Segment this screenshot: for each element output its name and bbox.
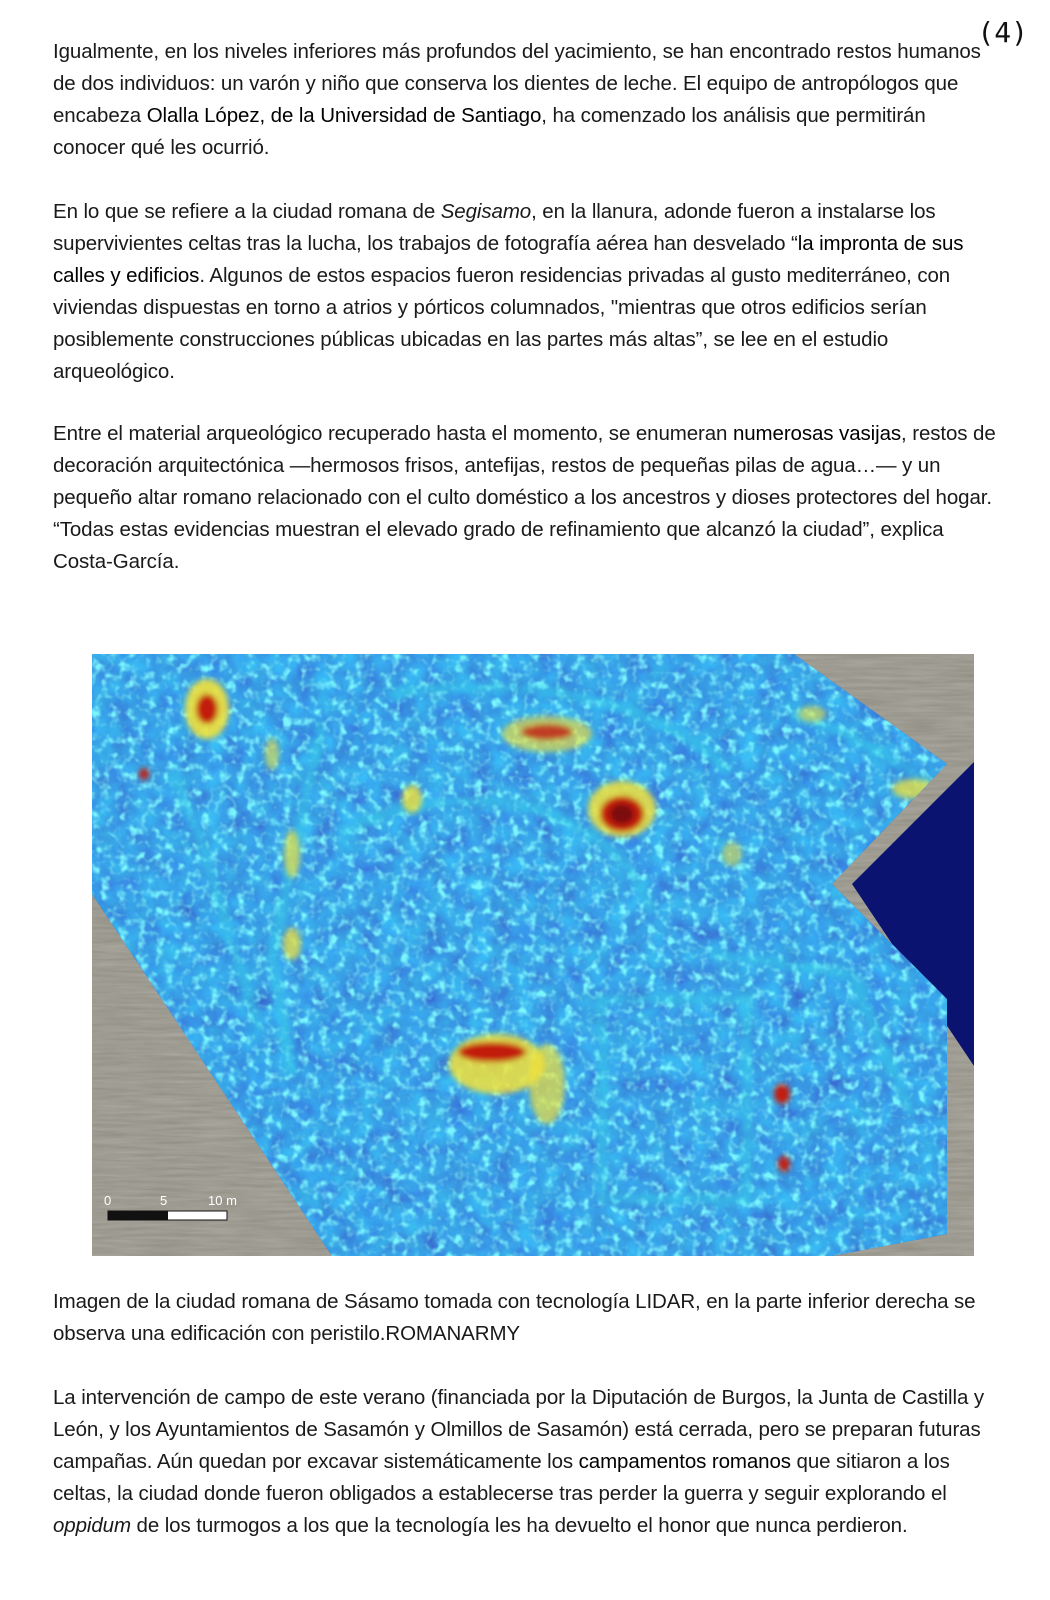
scale-label-0: 0 xyxy=(104,1193,112,1208)
paragraph-text: Entre el material arqueológico recuperado hasta el momento, se enumeran xyxy=(53,422,733,445)
link-numerosas-vasijas[interactable]: numerosas vasijas xyxy=(732,422,902,445)
scale-label-5: 5 xyxy=(160,1193,168,1208)
paragraph-text: , ha comenzado los análisis que permitirán conocer qué les ocurrió. xyxy=(53,104,926,159)
paragraph-text: que sitiaron a los celtas, la ciudad donde fueron obligados a establecerse tras perder la guerra y seguir explorando el xyxy=(53,1450,950,1505)
paragraph-material xyxy=(53,418,1003,578)
caption-credit: ROMANARMY xyxy=(385,1322,521,1345)
link-impronta-calles[interactable]: la impronta de sus calles y edificios xyxy=(53,232,964,287)
paragraph-text: , restos de decoración arquitectónica —hermosos frisos, antefijas, restos de pequeñas pilas de agua…— y un pequeño altar romano relacionado con el culto doméstico a los ancestros y dioses protectores del hogar. “Todas estas evidencias muestran el elevado grado de refinamiento que alcanzó la ciudad”, explica Costa-García. xyxy=(53,422,996,573)
paragraph-text: . Algunos de estos espacios fueron residencias privadas al gusto mediterráneo, con viviendas dispuestas en torno a atrios y pórticos columnados, "mientras que otros edificios serían posiblemente construcciones públicas ubicadas en las partes más altas”, se lee en el estudio arqueológico. xyxy=(53,264,951,383)
link-campamentos-romanos[interactable]: campamentos romanos xyxy=(578,1450,791,1473)
italic-oppidum: oppidum xyxy=(53,1514,131,1537)
italic-segisamo: Segisamo xyxy=(440,200,532,223)
paragraph-human-remains xyxy=(53,36,1003,164)
page-number: (4) xyxy=(977,16,1028,49)
scale-label-10m: 10 m xyxy=(208,1193,237,1208)
link-olalla-lopez[interactable]: Olalla López, de la Universidad de Santiago xyxy=(146,104,542,127)
figure-caption xyxy=(53,1286,1003,1350)
paragraph-text: La intervención de campo de este verano (financiada por la Diputación de Burgos, la Junta de Castilla y León, y los Ayuntamientos de Sasamón y Olmillos de Sasamón) está cerrada, pero se preparan futuras campañas. Aún quedan por excavar sistemáticamente los xyxy=(53,1386,984,1473)
paragraph-intervention xyxy=(53,1382,1003,1542)
paragraph-text: , en la llanura, adonde fueron a instalarse los supervivientes celtas tras la lucha, los trabajos de fotografía aérea han desvelado “ xyxy=(53,200,936,255)
paragraph-text: En lo que se refiere a la ciudad romana de xyxy=(53,200,441,223)
lidar-image xyxy=(92,654,974,1256)
paragraph-text: Igualmente, en los niveles inferiores más profundos del yacimiento, se han encontrado restos humanos de dos individuos: un varón y niño que conserva los dientes de leche. El equipo de antropólogos que encabeza xyxy=(53,40,981,127)
paragraph-segisamo xyxy=(53,196,1003,388)
lidar-svg xyxy=(92,654,974,1256)
paragraph-text: de los turmogos a los que la tecnología les ha devuelto el honor que nunca perdieron. xyxy=(130,1514,908,1537)
caption-text: Imagen de la ciudad romana de Sásamo tomada con tecnología LIDAR, en la parte inferior derecha se observa una edificación con peristilo. xyxy=(53,1290,976,1345)
